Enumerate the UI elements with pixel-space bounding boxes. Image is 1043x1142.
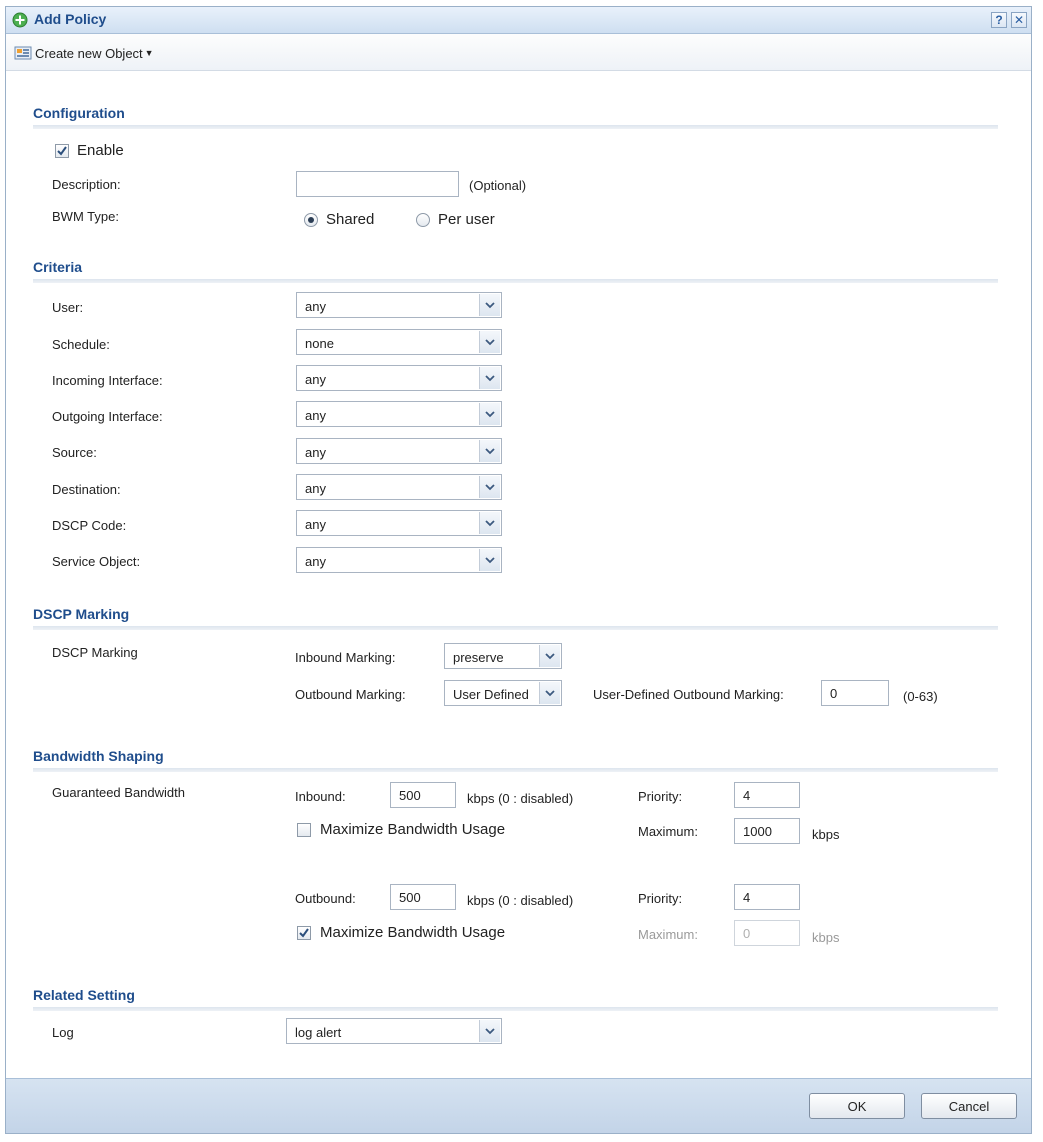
chevron-down-icon [479,549,500,571]
description-input[interactable] [296,171,459,197]
create-new-object-label: Create new Object [35,45,143,61]
incoming-interface-select[interactable] [296,365,502,391]
user-defined-outbound-input[interactable]: 0 [821,680,889,706]
outbound-marking-select[interactable] [444,680,562,706]
bwm-per-user-label: Per user [438,211,495,228]
inbound-maximum-unit: kbps [812,827,840,842]
destination-select-value: any [305,481,326,496]
checkmark-icon [56,145,68,157]
destination-label: Destination: [52,482,121,497]
section-configuration: Configuration [33,105,125,121]
object-icon [14,45,32,61]
divider [33,125,998,129]
ok-button[interactable]: OK [809,1093,905,1119]
inbound-marking-label: Inbound Marking: [295,650,396,665]
help-button[interactable]: ? [991,12,1007,28]
section-bandwidth-shaping: Bandwidth Shaping [33,748,164,764]
outbound-maximize-label: Maximize Bandwidth Usage [320,924,506,941]
inbound-priority-label: Priority: [638,789,683,804]
schedule-label: Schedule: [52,337,110,352]
chevron-down-icon [479,331,500,353]
outbound-marking-label: Outbound Marking: [295,687,406,702]
inbound-maximize-checkbox[interactable] [297,823,311,837]
inbound-maximum-input[interactable]: 1000 [734,818,800,844]
add-policy-icon [12,12,28,28]
chevron-down-icon [479,403,500,425]
outbound-marking-value: User Defined [453,687,529,702]
destination-select[interactable] [296,474,502,500]
inbound-maximum-label: Maximum: [638,824,698,839]
schedule-select-value: none [305,336,334,351]
close-button[interactable]: ✕ [1011,12,1027,28]
log-select-value: log alert [295,1025,342,1040]
bwm-shared-label: Shared [326,211,375,228]
service-object-label: Service Object: [52,554,141,569]
user-select[interactable] [296,292,502,318]
outbound-unit-label: kbps (0 : disabled) [467,893,574,908]
chevron-down-icon [479,294,500,316]
outbound-maximum-unit: kbps [812,930,840,945]
dialog-title: Add Policy [34,11,107,27]
outbound-maximize-checkbox[interactable] [297,926,311,940]
dialog-footer [6,1078,1031,1133]
dscp-marking-row-label: DSCP Marking [52,645,138,660]
divider [33,1007,998,1011]
enable-checkbox[interactable] [55,144,69,158]
incoming-interface-value: any [305,372,326,387]
outgoing-interface-value: any [305,408,326,423]
inbound-priority-input[interactable]: 4 [734,782,800,808]
schedule-select[interactable] [296,329,502,355]
chevron-down-icon [479,512,500,534]
log-select[interactable] [286,1018,502,1044]
inbound-label: Inbound: [295,789,346,804]
chevron-down-icon [539,645,560,667]
outbound-priority-input[interactable]: 4 [734,884,800,910]
enable-label: Enable [77,142,124,159]
divider [33,768,998,772]
title-bar [6,7,1031,34]
inbound-maximize-label: Maximize Bandwidth Usage [320,821,506,838]
bwm-type-label: BWM Type: [52,209,119,224]
source-label: Source: [52,445,97,460]
description-label: Description: [52,177,121,192]
chevron-down-icon [479,476,500,498]
toolbar [6,34,1031,71]
outbound-label: Outbound: [295,891,356,906]
chevron-down-icon [479,1020,500,1042]
section-dscp-marking: DSCP Marking [33,606,130,622]
log-label: Log [52,1025,74,1040]
section-criteria: Criteria [33,259,83,275]
cancel-button[interactable]: Cancel [921,1093,1017,1119]
user-select-value: any [305,299,326,314]
bwm-per-user-radio[interactable] [416,213,430,227]
outbound-bandwidth-input[interactable]: 500 [390,884,456,910]
inbound-marking-select[interactable] [444,643,562,669]
outbound-maximum-label: Maximum: [638,927,698,942]
outgoing-interface-label: Outgoing Interface: [52,409,163,424]
inbound-marking-value: preserve [453,650,504,665]
service-object-select-value: any [305,554,326,569]
outbound-maximum-input: 0 [734,920,800,946]
description-hint: (Optional) [469,178,527,193]
divider [33,626,998,630]
radio-selected-dot [308,217,314,223]
divider [33,279,998,283]
incoming-interface-label: Incoming Interface: [52,373,163,388]
source-select[interactable] [296,438,502,464]
dscp-code-select-value: any [305,517,326,532]
user-defined-range: (0-63) [903,689,938,704]
inbound-bandwidth-input[interactable]: 500 [390,782,456,808]
source-select-value: any [305,445,326,460]
chevron-down-icon [539,682,560,704]
dscp-code-select[interactable] [296,510,502,536]
user-defined-outbound-label: User-Defined Outbound Marking: [593,687,784,702]
outbound-priority-label: Priority: [638,891,683,906]
chevron-down-icon [479,440,500,462]
outgoing-interface-select[interactable] [296,401,502,427]
checkmark-icon [298,927,310,939]
chevron-down-icon [479,367,500,389]
guaranteed-bandwidth-label: Guaranteed Bandwidth [52,785,185,800]
add-policy-dialog [5,6,1032,1134]
inbound-unit-label: kbps (0 : disabled) [467,791,574,806]
create-new-object-menu[interactable] [14,43,154,63]
bwm-shared-radio[interactable] [304,213,318,227]
user-label: User: [52,300,84,315]
service-object-select[interactable] [296,547,502,573]
dscp-code-label: DSCP Code: [52,518,127,533]
chevron-down-icon: ▼ [144,48,154,58]
section-related-setting: Related Setting [33,987,135,1003]
